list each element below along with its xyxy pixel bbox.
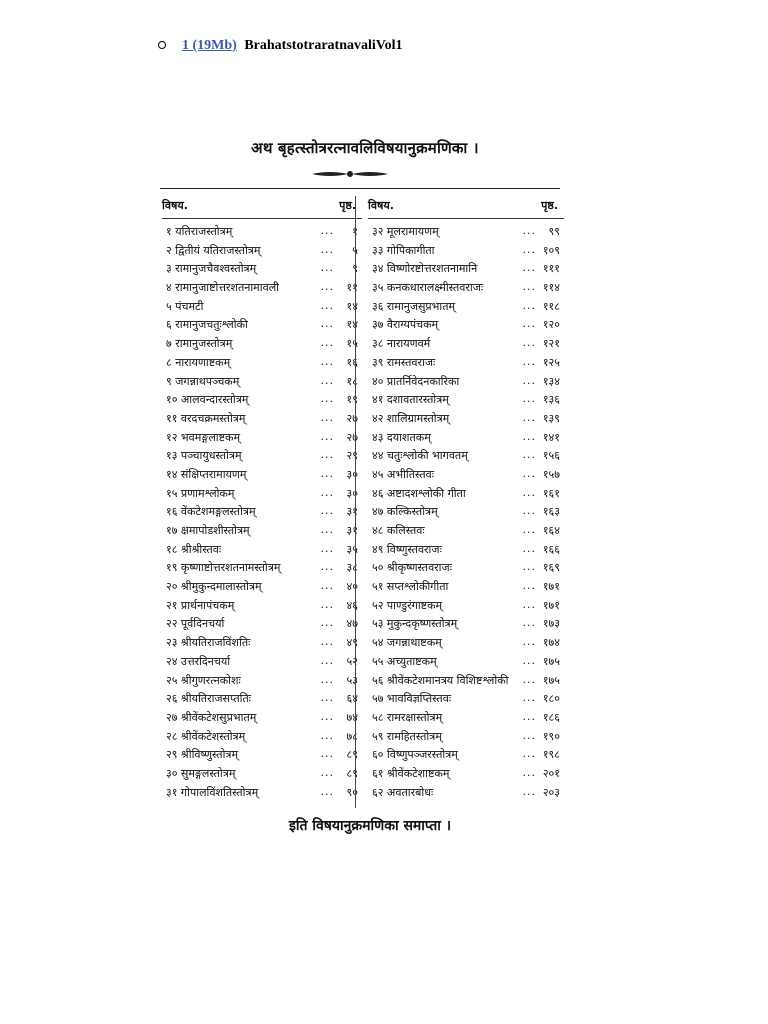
contents-entry [162,746,362,765]
entry-title: १९ कृष्णाष्टोत्तरशतनामस्तोत्रम् [166,561,281,575]
entry-page-number: ५२ [346,654,358,668]
entry-leader-dots: ... [320,373,334,387]
entry-leader-dots: ... [320,747,334,761]
entry-title: २१ प्रार्थनापंचकम् [166,598,235,612]
entry-page-number: २०३ [542,785,560,799]
contents-entry [368,447,564,466]
entry-leader-dots: ... [320,635,334,649]
entry-leader-dots: ... [522,523,536,536]
entry-title: ४९ विष्णुस्तवराजः [372,542,442,556]
entry-leader-dots: ... [320,429,334,443]
contents-entry [162,728,362,747]
contents-entry [368,503,564,522]
entry-page-number: १२५ [542,355,560,369]
entry-title: ४४ चतुःश्लोकी भागवतम् [372,449,468,463]
entry-page-number: २९ [346,449,358,463]
entry-title: १७ क्षमापोडशीस्तोत्रम् [166,524,250,537]
entry-leader-dots: ... [522,392,536,406]
subject-heading: विषय. [368,199,394,212]
download-link[interactable]: 1 (19Mb) [182,38,237,53]
contents-entry [368,653,564,672]
entry-page-number: १९० [542,729,560,743]
entry-leader-dots: ... [522,354,536,368]
entry-leader-dots: ... [320,410,334,424]
contents-footer: इति विषयानुक्रमणिका समाप्ता । [288,818,452,834]
entry-leader-dots: ... [522,635,536,649]
entry-page-number: १६१ [542,486,560,500]
entry-title: ३७ वैराग्यपंचकम् [372,318,439,332]
contents-entry [162,354,362,373]
entry-page-number: ३१ [346,505,358,519]
contents-entry [162,690,362,709]
entry-leader-dots: ... [522,261,536,275]
ornament-divider-icon [310,168,390,180]
entry-title: २ द्वितीयं यतिराजस्तोत्रम् [166,243,261,257]
contents-entry [368,335,564,354]
entry-title: ३९ रामस्तवराजः [372,355,436,369]
entry-leader-dots: ... [522,653,536,667]
entry-leader-dots: ... [522,616,536,630]
entry-title: ८ नारायणाष्टकम् [166,355,231,369]
entry-leader-dots: ... [320,261,334,275]
contents-entry [368,522,564,541]
contents-entry [368,316,564,335]
contents-entry [162,615,362,634]
entry-title: ५८ रामरक्षास्तोत्रम् [372,710,443,724]
entry-leader-dots: ... [320,392,334,406]
download-list-item [158,37,402,55]
entry-leader-dots: ... [320,523,334,536]
entry-page-number: १७१ [542,598,560,612]
entry-leader-dots: ... [320,709,334,723]
entry-title: १८ श्रीश्रीस्तवः [166,542,222,556]
entry-leader-dots: ... [522,579,536,593]
entry-leader-dots: ... [522,317,536,331]
entry-page-number: २०१ [542,766,560,780]
entry-leader-dots: ... [320,298,334,312]
entry-title: ६१ श्रीवेंकटेशाष्टकम् [372,766,450,780]
entry-page-number: १६६ [542,542,560,556]
entry-title: ३४ विष्णोरष्टोत्तरशतनामानि [372,262,478,276]
entry-leader-dots: ... [320,485,334,499]
contents-entry [162,260,362,279]
entry-page-number: १९ [346,393,358,407]
entry-leader-dots: ... [522,597,536,611]
contents-entry [368,578,564,597]
contents-entry [368,354,564,373]
contents-entry [162,279,362,298]
entry-page-number: १८० [542,692,560,706]
entry-leader-dots: ... [522,280,536,294]
right-column [368,196,564,802]
entry-leader-dots: ... [320,784,334,798]
page-heading: पृष्ठ. [541,199,558,212]
entry-title: ५२ पाण्डुरंगाष्टकम् [372,598,443,612]
contents-entry [162,223,362,242]
entry-title: ५० श्रीकृष्णस्तवराजः [372,561,452,575]
contents-entry [162,447,362,466]
entry-page-number: १९८ [542,748,560,762]
contents-entry [162,559,362,578]
entry-leader-dots: ... [320,504,334,518]
entry-leader-dots: ... [522,448,536,462]
entry-page-number: ७८ [346,729,358,743]
entry-page-number: १६४ [542,524,560,537]
contents-entry [368,279,564,298]
entry-page-number: १७५ [542,654,560,668]
entry-leader-dots: ... [320,280,334,294]
entry-title: ४५ अभीतिस्तवः [372,467,434,481]
entry-title: ५५ अच्युताष्टकम् [372,654,437,668]
entry-title: १ यतिराजस्तोत्रम् [166,225,233,238]
entry-title: २३ श्रीयतिराजविंशतिः [166,636,251,650]
entry-title: २५ श्रीगुणरत्नकोशः [166,673,241,687]
entry-title: १३ पञ्चायुधस्तोत्रम् [166,449,242,463]
entry-leader-dots: ... [320,579,334,593]
contents-entry [368,709,564,728]
entry-page-number: ४७ [346,617,358,631]
entry-title: ५७ भावविज्ञप्तिस्तवः [372,692,452,706]
column-header-rule [368,218,564,219]
contents-title: अथ बृहत्स्तोत्ररत्नावलिविषयानुक्रमणिका । [251,139,479,157]
entry-title: ११ वरदचक्रमस्तोत्रम् [166,411,246,425]
entry-title: ४७ कल्किस्तोत्रम् [372,505,438,519]
entry-leader-dots: ... [320,691,334,705]
contents-entry [368,559,564,578]
entry-leader-dots: ... [320,336,334,350]
entry-title: ३० सुमङ्गलस्तोत्रम् [166,766,236,780]
entry-page-number: ४० [346,580,358,594]
file-name: BrahatstotraratnavaliVol1 [244,38,403,53]
entry-page-number: १७१ [542,580,560,594]
contents-entry [162,373,362,392]
entry-title: २७ श्रीवेंकटेशसुप्रभातम् [166,710,257,724]
contents-entry [368,634,564,653]
list-bullet-icon [158,41,166,49]
contents-entry [162,298,362,317]
entry-page-number: १ [352,225,358,238]
entry-title: ६ रामानुजचतुःश्लोकी [166,318,248,332]
entry-leader-dots: ... [320,653,334,667]
entry-page-number: १३९ [542,411,560,425]
contents-entry [368,223,564,242]
entry-title: ४२ शालिग्रामस्तोत्रम् [372,411,450,425]
contents-entry [368,690,564,709]
entry-title: ४८ कलिस्तवः [372,524,425,537]
entry-page-number: १५६ [542,449,560,463]
contents-entry [368,615,564,634]
entry-title: २४ उत्तरदिनचर्या [166,654,231,668]
contents-entry [162,391,362,410]
entry-page-number: ७४ [346,710,358,724]
contents-entry [162,672,362,691]
entry-leader-dots: ... [320,597,334,611]
entry-title: ४६ अष्टादशश्लोकी गीता [372,486,466,500]
entry-page-number: ९ [352,262,358,276]
entry-leader-dots: ... [522,765,536,779]
contents-entry [368,728,564,747]
entry-leader-dots: ... [522,466,536,480]
entry-page-number: १७५ [542,673,560,687]
entry-page-number: ३० [346,486,358,500]
contents-entry [368,260,564,279]
entry-leader-dots: ... [320,765,334,779]
entry-page-number: ८९ [346,766,358,780]
contents-entry [162,522,362,541]
entry-page-number: ११८ [542,299,560,313]
entry-page-number: २७ [346,430,358,444]
contents-entry [162,429,362,448]
entry-title: ५४ जगन्नाथाष्टकम् [372,636,442,650]
contents-entry [162,466,362,485]
contents-entry [368,765,564,784]
entry-title: २९ श्रीविष्णुस्तोत्रम् [166,748,239,762]
page-heading: पृष्ठ. [339,199,356,212]
header-rule [160,188,560,189]
contents-entry [368,597,564,616]
entry-leader-dots: ... [522,672,536,686]
entry-leader-dots: ... [320,224,334,237]
entry-page-number: १४ [346,318,358,332]
entry-page-number: १८ [346,374,358,388]
entry-leader-dots: ... [320,672,334,686]
subject-heading: विषय. [162,199,188,212]
contents-entry [162,316,362,335]
entry-leader-dots: ... [522,298,536,312]
contents-entry [162,709,362,728]
entry-title: ३३ गोपिकागीता [372,243,435,257]
entry-leader-dots: ... [522,504,536,518]
contents-entry [162,765,362,784]
contents-entry [368,485,564,504]
entry-page-number: १७४ [542,636,560,650]
contents-entry [162,410,362,429]
contents-entry [162,242,362,261]
left-column-header [162,196,362,216]
contents-entry [162,335,362,354]
entry-leader-dots: ... [320,466,334,480]
entry-leader-dots: ... [522,485,536,499]
entry-leader-dots: ... [320,242,334,256]
entry-leader-dots: ... [320,448,334,462]
entry-leader-dots: ... [522,541,536,555]
entry-page-number: ४९ [346,636,358,650]
entry-page-number: ४६ [346,598,358,612]
contents-entry [368,672,564,691]
entry-title: ४३ दयाशतकम् [372,430,431,444]
entry-title: ४ रामानुजाष्टोत्तरशतनामावली [166,281,280,295]
scanned-contents-page [150,138,570,838]
entry-leader-dots: ... [320,616,334,630]
contents-entry [368,410,564,429]
entry-page-number: १३४ [542,374,560,388]
entry-page-number: ३० [346,467,358,481]
entry-title: २२ पूर्वदिनचर्या [166,617,225,631]
entry-title: ३८ नारायणवर्म [372,337,431,351]
entry-title: ३६ रामानुजसुप्रभातम् [372,299,456,313]
entry-page-number: १४१ [542,430,560,444]
contents-entry [368,242,564,261]
entry-title: १५ प्रणामश्लोकम् [166,486,235,500]
entry-page-number: २७ [346,411,358,425]
contents-entry [368,298,564,317]
entry-title: ४१ दशावतारस्तोत्रम् [372,393,449,407]
entry-leader-dots: ... [320,560,334,574]
entry-title: ५३ मुकुन्दकृष्णस्तोत्रम् [372,617,458,631]
contents-entry [368,391,564,410]
entry-page-number: १७३ [542,617,560,631]
entry-title: ५६ श्रीवेंकटेशमानत्रय विशिष्टश्लोकी [372,673,509,687]
entry-title: २६ श्रीयतिराजसप्ततिः [166,692,252,706]
entry-title: ९ जगन्नाथपञ्चकम् [166,374,240,388]
entry-leader-dots: ... [522,373,536,387]
entry-title: २८ श्रीवेंकटेशस्तोत्रम् [166,729,246,743]
entry-title: ५ पंचमटी [166,299,204,313]
entry-leader-dots: ... [320,354,334,368]
entry-page-number: ९९ [548,225,560,238]
entry-title: ५९ रामहितस्तोत्रम् [372,729,442,743]
entry-page-number: १४ [346,299,358,313]
entry-page-number: १६९ [542,561,560,575]
entry-leader-dots: ... [320,728,334,742]
entry-leader-dots: ... [522,560,536,574]
entry-title: १० आलवन्दारस्तोत्रम् [166,393,249,407]
contents-entry [162,597,362,616]
entry-page-number: १५ [346,337,358,351]
entry-page-number: १२० [542,318,560,332]
entry-title: ५१ सप्तश्लोकीगीता [372,580,449,594]
entry-page-number: ३८ [346,561,358,575]
entry-page-number: १२१ [542,337,560,351]
entry-title: १४ संक्षिप्तरामायणम् [166,467,247,481]
contents-entry [368,541,564,560]
contents-entry [162,634,362,653]
left-column [162,196,362,802]
entry-page-number: ९० [346,785,358,799]
entry-leader-dots: ... [320,541,334,555]
contents-entry [162,503,362,522]
right-column-header [368,196,564,216]
entry-page-number: ३५ [346,542,358,556]
entry-leader-dots: ... [522,691,536,705]
contents-entry [368,429,564,448]
contents-entry [162,485,362,504]
entry-title: ३ रामानुजचैवश्वस्तोत्रम् [166,262,257,276]
contents-entry [368,746,564,765]
entry-page-number: ५ [352,243,358,257]
entry-page-number: ११ [346,281,358,295]
column-header-rule [162,218,362,219]
contents-entry [368,373,564,392]
left-entries [162,223,362,802]
contents-entry [162,784,362,803]
entry-title: ६० विष्णुपञ्जरस्तोत्रम् [372,748,458,762]
entry-page-number: ११४ [542,281,560,295]
entry-title: ६२ अवतारबोधः [372,785,434,799]
entry-title: ३५ कनकधारालक्ष्मीस्तवराजः [372,281,484,295]
entry-title: २० श्रीमुकुन्दमालास्तोत्रम् [166,580,262,594]
entry-page-number: १०९ [542,243,560,257]
contents-entry [368,466,564,485]
entry-page-number: १८६ [542,710,560,724]
entry-page-number: १६ [346,355,358,369]
contents-entry [162,578,362,597]
entry-leader-dots: ... [522,747,536,761]
entry-page-number: १६३ [542,505,560,519]
entry-page-number: ६४ [346,692,358,706]
entry-leader-dots: ... [522,429,536,443]
entry-leader-dots: ... [320,317,334,331]
entry-title: ३१ गोपालविंशतिस्तोत्रम् [166,785,259,799]
contents-entry [162,541,362,560]
entry-title: ३२ मूलरामायणम् [372,225,439,238]
entry-title: ७ रामानुजस्तोत्रम् [166,337,233,351]
entry-title: १२ भवमङ्गलाष्टकम् [166,430,241,444]
entry-title: ४० प्रातर्निवेदनकारिका [372,374,460,388]
entry-page-number: ५३ [346,673,358,687]
entry-leader-dots: ... [522,336,536,350]
entry-leader-dots: ... [522,784,536,798]
contents-entry [162,653,362,672]
entry-title: १६ वेंकटेशमङ्गलस्तोत्रम् [166,505,256,519]
entry-leader-dots: ... [522,410,536,424]
column-divider [355,196,356,808]
entry-page-number: १५७ [542,467,560,481]
right-entries [368,223,564,802]
entry-leader-dots: ... [522,242,536,256]
entry-page-number: १३६ [542,393,560,407]
entry-page-number: ८९ [346,748,358,762]
contents-entry [368,784,564,803]
entry-leader-dots: ... [522,728,536,742]
entry-leader-dots: ... [522,709,536,723]
entry-page-number: १११ [542,262,560,276]
entry-page-number: ३१ [346,524,358,537]
entry-leader-dots: ... [522,224,536,237]
